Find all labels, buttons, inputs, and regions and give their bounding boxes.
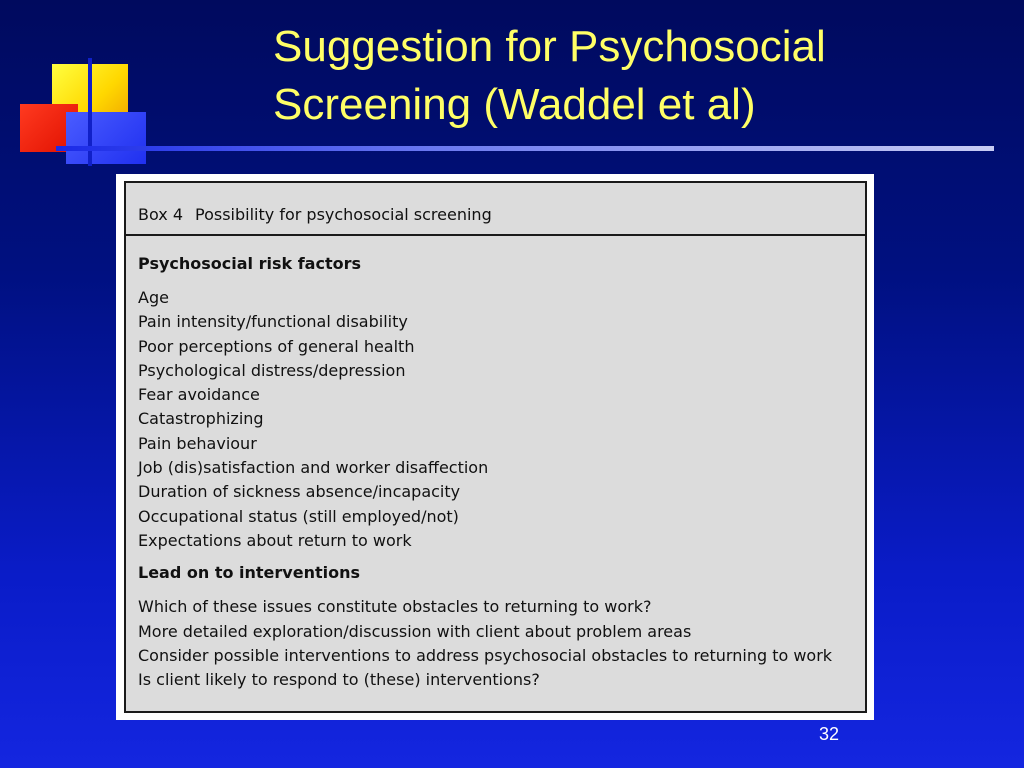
list-item: Consider possible interventions to address psychosocial obstacles to returning to work <box>138 645 833 665</box>
slide-title-line-2: Screening (Waddel et al) <box>273 80 756 129</box>
list-item: Is client likely to respond to (these) interventions? <box>138 670 540 690</box>
section-heading-interventions: Lead on to interventions <box>138 563 361 583</box>
logo-blue-square <box>66 112 146 164</box>
box-number: Box 4 <box>138 205 184 224</box>
list-item: Job (dis)satisfaction and worker disaffection <box>138 458 489 478</box>
section-heading-risk-factors: Psychosocial risk factors <box>138 254 362 273</box>
list-item: Poor perceptions of general health <box>138 336 415 356</box>
risk-factors-list <box>138 286 865 553</box>
list-item: Pain intensity/functional disability <box>138 312 408 332</box>
list-item: Which of these issues constitute obstacles to returning to work? <box>138 597 652 617</box>
page-number: 32 <box>819 724 840 744</box>
box-body <box>126 236 865 692</box>
box-image-frame <box>116 174 874 720</box>
title-underline <box>56 146 994 151</box>
interventions-list <box>138 595 865 692</box>
list-item: Fear avoidance <box>138 385 260 405</box>
list-item: More detailed exploration/discussion with client about problem areas <box>138 621 692 641</box>
list-item: Psychological distress/depression <box>138 360 406 380</box>
slide-title <box>273 18 826 134</box>
box-header <box>126 183 865 236</box>
list-item: Age <box>138 288 169 307</box>
decorative-logo <box>0 0 160 170</box>
list-item: Occupational status (still employed/not) <box>138 506 459 526</box>
list-item: Expectations about return to work <box>138 530 412 550</box>
list-item: Duration of sickness absence/incapacity <box>138 482 461 502</box>
box-caption: Possibility for psychosocial screening <box>195 205 492 224</box>
screening-box <box>124 181 867 713</box>
slide-title-line-1: Suggestion for Psychosocial <box>273 22 826 71</box>
list-item: Catastrophizing <box>138 409 264 429</box>
list-item: Pain behaviour <box>138 433 257 453</box>
